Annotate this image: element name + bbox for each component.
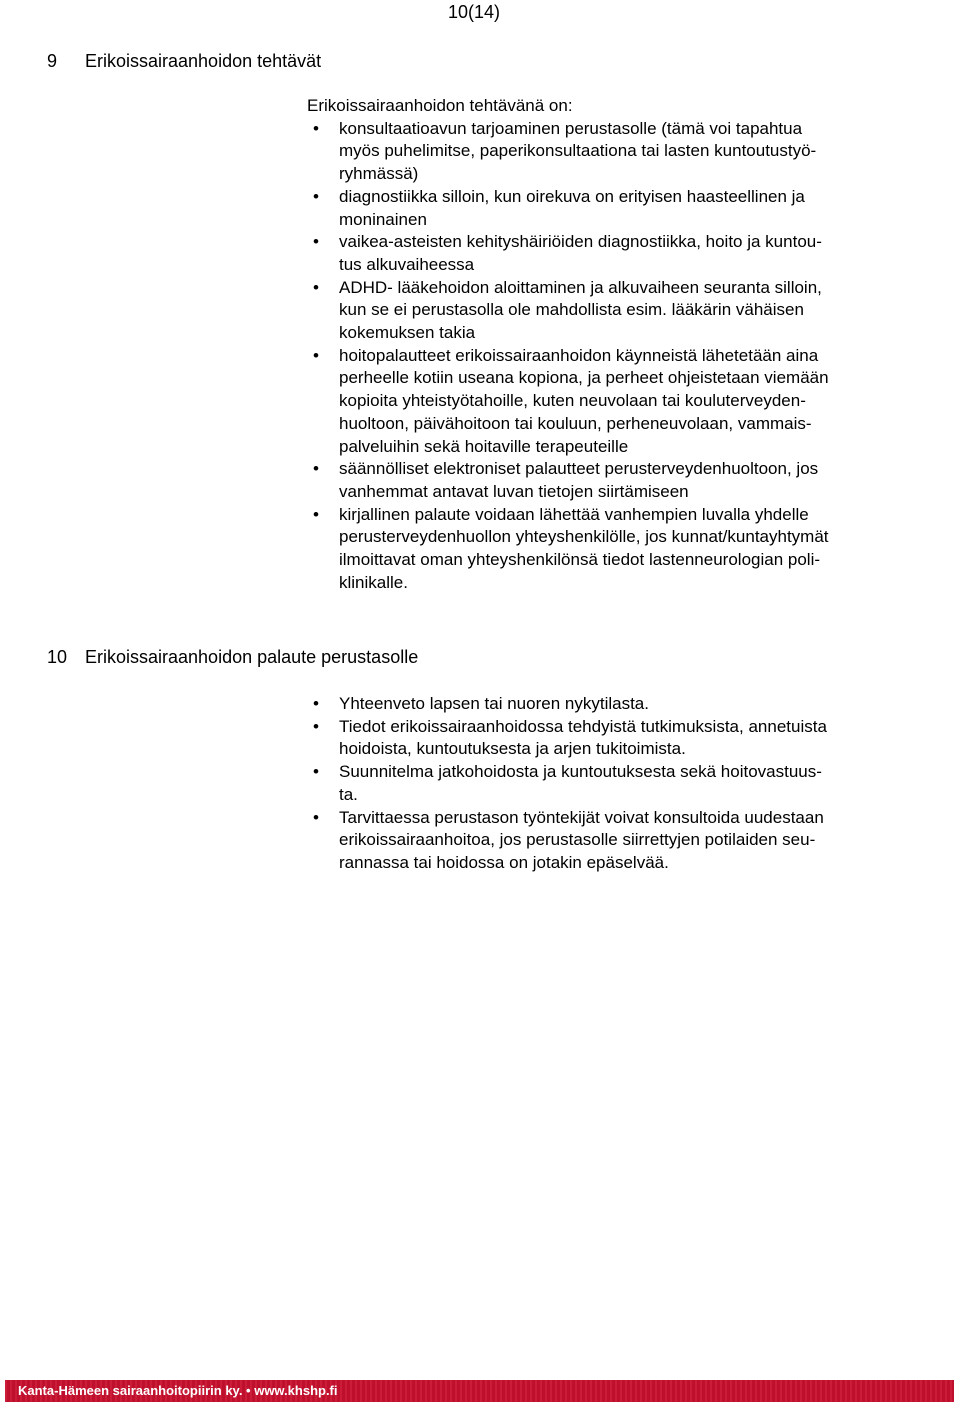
list-item (307, 807, 907, 875)
list-item (307, 186, 907, 231)
list-item-line: kokemuksen takia (339, 323, 476, 343)
list-item (307, 458, 907, 503)
list-item-line: Suunnitelma jatkohoidosta ja kuntoutuksesta sekä hoitovastuus- (339, 762, 822, 782)
list-item-line: myös puhelimitse, paperikonsultaationa tai lasten kuntoutustyö- (339, 141, 817, 161)
list-item-line: palveluihin sekä hoitaville terapeuteille (339, 436, 629, 456)
list-item (307, 118, 907, 186)
list-item (307, 277, 907, 345)
section-9-body (307, 95, 907, 594)
bullet-icon: • (313, 345, 319, 365)
list-item-line: tus alkuvaiheessa (339, 254, 475, 274)
bullet-icon: • (313, 807, 319, 827)
bullet-icon: • (313, 118, 319, 138)
bullet-icon: • (313, 459, 319, 479)
bullet-icon: • (313, 232, 319, 252)
list-item-line: Tarvittaessa perustason työntekijät voivat konsultoida uudestaan (339, 807, 824, 827)
list-item (307, 716, 907, 761)
section-9-bullet-list (307, 118, 907, 595)
list-item-line: diagnostiikka silloin, kun oirekuva on erityisen haasteellinen ja (339, 186, 805, 206)
page-number: 10(14) (448, 2, 501, 22)
list-item-line: vaikea-asteisten kehityshäiriöiden diagnostiikka, hoito ja kuntou- (339, 232, 822, 252)
list-item-line: Tiedot erikoissairaanhoidossa tehdyistä tutkimuksista, annetuista (339, 716, 827, 736)
footer-bar (5, 1380, 954, 1402)
bullet-icon: • (313, 716, 319, 736)
list-item (307, 761, 907, 806)
list-item-line: ta. (339, 784, 358, 804)
list-item (307, 504, 907, 595)
list-item-line: kirjallinen palaute voidaan lähettää vanhempien luvalla yhdelle (339, 504, 809, 524)
list-item-line: kun se ei perustasolla ole mahdollista esim. lääkärin vähäisen (339, 300, 804, 320)
section-10-bullet-list (307, 693, 907, 875)
list-item-line: ilmoittavat oman yhteyshenkilönsä tiedot lastenneurologian poli- (339, 550, 821, 570)
section-9-intro: Erikoissairaanhoidon tehtävänä on: (307, 96, 573, 115)
list-item-line: perheelle kotiin useana kopiona, ja perheet ohjeistetaan viemään (339, 368, 829, 388)
list-item-line: vanhemmat antavat luvan tietojen siirtämiseen (339, 481, 689, 501)
list-item-line: hoitopalautteet erikoissairaanhoidon käynneistä lähetetään aina (339, 345, 819, 365)
section-9-title: Erikoissairaanhoidon tehtävät (85, 51, 322, 71)
bullet-icon: • (313, 186, 319, 206)
list-item-line: Yhteenveto lapsen tai nuoren nykytilasta. (339, 694, 649, 713)
section-9-number: 9 (47, 51, 58, 71)
list-item-line: ADHD- lääkehoidon aloittaminen ja alkuvaiheen seuranta silloin, (339, 277, 822, 297)
list-item-line: säännölliset elektroniset palautteet perusterveydenhuoltoon, jos (339, 459, 819, 479)
section-10-number: 10 (47, 647, 68, 667)
bullet-icon: • (313, 504, 319, 524)
list-item-line: moninainen (339, 209, 427, 229)
list-item (307, 231, 907, 276)
list-item-line: konsultaatioavun tarjoaminen perustasolle (tämä voi tapahtua (339, 118, 803, 138)
section-9-heading (47, 50, 321, 72)
list-item-line: huoltoon, päivähoitoon tai kouluun, perheneuvolaan, vammais- (339, 413, 812, 433)
list-item-line: klinikalle. (339, 572, 408, 592)
list-item-line: kopioita yhteistyötahoille, kuten neuvolaan tai kouluterveyden- (339, 391, 806, 411)
list-item-line: rannassa tai hoidossa on jotakin epäselvää. (339, 852, 669, 872)
footer-text: Kanta-Hämeen sairaanhoitopiirin ky. • www.khshp.fi (18, 1383, 338, 1398)
list-item-line: perusterveydenhuollon yhteyshenkilölle, jos kunnat/kuntayhtymät (339, 527, 829, 547)
bullet-icon: • (313, 277, 319, 297)
list-item-line: ryhmässä) (339, 164, 419, 184)
list-item-line: hoidoista, kuntoutuksesta ja arjen tukitoimista. (339, 739, 686, 759)
list-item (307, 345, 907, 459)
list-item-line: erikoissairaanhoitoa, jos perustasolle siirrettyjen potilaiden seu- (339, 830, 816, 850)
section-10-heading (47, 646, 418, 668)
section-10-title: Erikoissairaanhoidon palaute perustasolle (85, 647, 419, 667)
bullet-icon: • (313, 762, 319, 782)
section-10-body (307, 693, 907, 875)
list-item (307, 693, 907, 716)
bullet-icon: • (313, 694, 319, 713)
